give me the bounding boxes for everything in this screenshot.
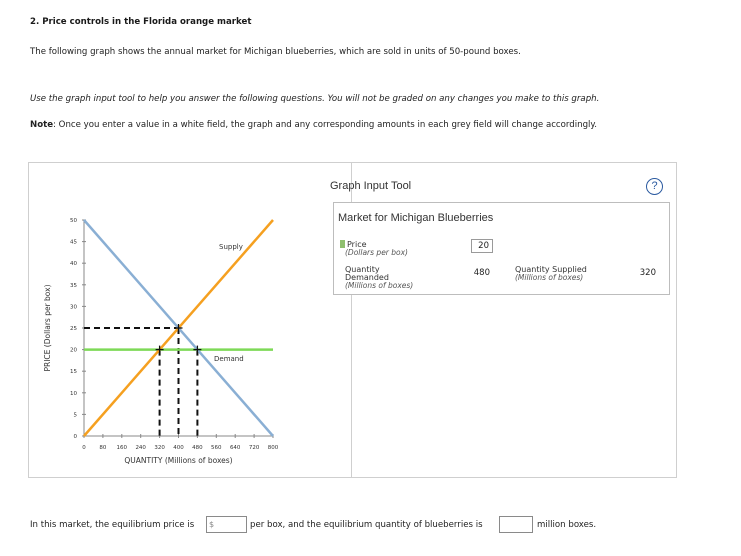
x-tick-label: 480 xyxy=(192,445,203,451)
panel-title: Market for Michigan Blueberries xyxy=(338,212,494,224)
y-tick-label: 50 xyxy=(70,218,77,224)
x-tick-label: 640 xyxy=(229,445,241,451)
input-panel xyxy=(333,202,670,295)
y-tick-label: 25 xyxy=(70,326,77,332)
graph-tool-container xyxy=(28,162,677,478)
x-tick-label: 320 xyxy=(154,445,165,451)
answer-prefix: In this market, the equilibrium price is xyxy=(30,520,195,530)
question-intro: The following graph shows the annual market for Michigan blueberries, which are sold in units of 50-pound boxes. xyxy=(30,47,521,57)
supply-label: Supply xyxy=(219,243,243,251)
y-tick-label: 20 xyxy=(70,347,77,354)
x-tick-label: 560 xyxy=(211,445,222,451)
question-title: 2. Price controls in the Florida orange market xyxy=(30,17,252,27)
x-tick-label: 240 xyxy=(135,445,146,451)
equilibrium-price-input[interactable]: $ xyxy=(206,516,247,533)
quantity-supplied-unit: (Millions of boxes) xyxy=(515,273,584,282)
x-axis-label: QUANTITY (Millions of boxes) xyxy=(124,456,233,465)
x-tick-label: 400 xyxy=(173,445,184,451)
quantity-supplied-label: Quantity Supplied xyxy=(515,265,587,274)
y-tick-label: 15 xyxy=(70,369,77,376)
quantity-demanded-label-2: Demanded xyxy=(345,273,389,282)
y-tick-label: 0 xyxy=(73,434,77,440)
quantity-supplied-value: 320 xyxy=(639,268,656,278)
answer-suffix: million boxes. xyxy=(537,520,597,530)
quantity-demanded-value: 480 xyxy=(473,268,490,278)
price-color-swatch xyxy=(340,240,345,248)
note-label: Note xyxy=(30,120,54,130)
help-icon[interactable]: ? xyxy=(646,178,663,195)
x-tick-label: 0 xyxy=(82,445,86,451)
x-tick-label: 80 xyxy=(99,445,107,451)
question-instruction: Use the graph input tool to help you answer the following questions. You will not be graded on any changes you make to this graph. xyxy=(30,94,600,104)
price-unit: (Dollars per box) xyxy=(345,248,408,257)
quantity-demanded-label-1: Quantity xyxy=(345,265,380,274)
price-input[interactable]: 20 xyxy=(471,239,493,253)
note-text: : Once you enter a value in a white field, the graph and any corresponding amounts in each grey field will change accordingly. xyxy=(53,120,598,130)
price-label: Price xyxy=(347,240,367,249)
y-tick-label: 5 xyxy=(73,412,77,419)
blueberry-market-chart[interactable] xyxy=(29,163,351,477)
y-axis-label: PRICE (Dollars per box) xyxy=(43,284,52,372)
x-tick-label: 160 xyxy=(116,445,128,451)
demand-label: Demand xyxy=(214,355,244,363)
equilibrium-quantity-input[interactable] xyxy=(499,516,533,533)
question-note xyxy=(30,120,597,130)
y-tick-label: 30 xyxy=(70,304,77,311)
graph-input-tool-title: Graph Input Tool xyxy=(330,180,412,192)
x-tick-label: 720 xyxy=(248,445,260,451)
answer-middle: per box, and the equilibrium quantity of blueberries is xyxy=(250,520,483,530)
y-tick-label: 40 xyxy=(70,261,77,268)
y-tick-label: 35 xyxy=(70,282,77,289)
y-tick-label: 45 xyxy=(70,239,77,246)
quantity-demanded-unit: (Millions of boxes) xyxy=(345,281,414,290)
x-tick-label: 800 xyxy=(267,445,279,451)
y-tick-label: 10 xyxy=(70,390,77,397)
